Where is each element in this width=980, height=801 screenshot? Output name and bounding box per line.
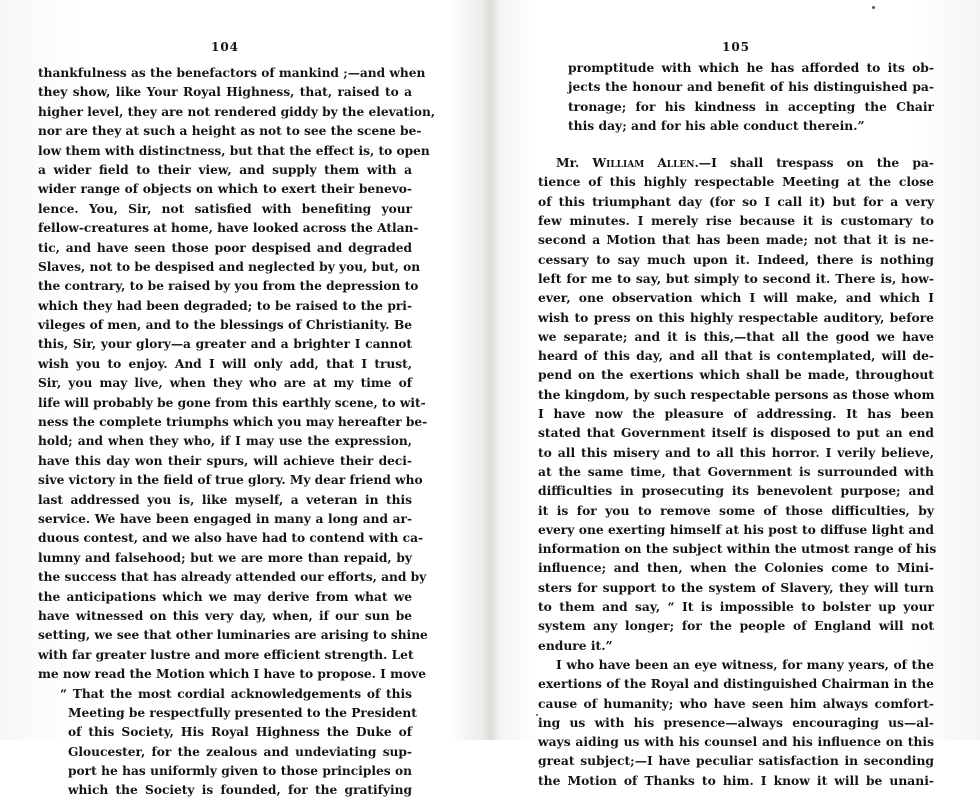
text-line: last addressed you is, like myself, a veteran in this xyxy=(38,492,412,507)
right-page xyxy=(538,0,937,788)
text-line: the success that has already attended our efforts, and by xyxy=(38,570,427,585)
text-line: the kingdom, by such respectable persons as those whom xyxy=(538,386,935,402)
text-line: system any longer; for the people of England will not xyxy=(538,618,934,634)
text-line: vileges of men, and to the blessings of Christianity. Be xyxy=(38,318,412,333)
text-line: great subject;—I have peculiar satisfaction in seconding xyxy=(538,753,934,769)
text-line: promptitude with which he has afforded to its ob- xyxy=(568,60,934,75)
text-line: which the Society is founded, for the gratifying xyxy=(68,783,412,798)
speaker-name: William Allen xyxy=(592,155,695,171)
text-line: few minutes. I merely rise because it is customary to xyxy=(538,213,934,229)
text-line: life will probably be gone from this earthly scene, to wit- xyxy=(38,395,426,410)
text-line: have witnessed on this very day, when, if our sun be xyxy=(38,608,412,623)
text-line: hold; and when they who, if I may use the expression, xyxy=(38,434,412,449)
speaker-text: .—I shall trespass on the pa- xyxy=(694,155,934,171)
text-line: Meeting be respectfully presented to the President xyxy=(68,705,417,720)
right-page-number: 105 xyxy=(721,40,751,54)
text-line: wish you to enjoy. And I will only add, that I trust, xyxy=(38,356,412,371)
text-line: endure it.” xyxy=(538,637,613,653)
text-line: of this Society, His Royal Highness the Duke of xyxy=(68,725,412,740)
text-line: exertions of the Royal and distinguished Chairman in the xyxy=(538,676,934,692)
speaker-prefix: Mr. xyxy=(556,155,593,171)
text-line: influence; and then, when the Colonies come to Mini- xyxy=(538,560,934,576)
text-line: this day; and for his able conduct therein.” xyxy=(568,117,865,133)
text-line: low them with distinctness, but that the effect is, to open xyxy=(38,143,430,158)
text-line: tronage; for his kindness in accepting the Chair xyxy=(568,98,934,114)
text-line: heard of this day, and all that is contemplated, will de- xyxy=(538,348,934,364)
text-line: fellow-creatures at home, have looked across the Atlan- xyxy=(38,221,419,236)
text-line: to them and say, “ It is impossible to bolster up your xyxy=(538,599,934,615)
text-line: with far greater lustre and more efficient strength. Let xyxy=(38,647,414,662)
text-line: wider range of objects on which to exert their benevo- xyxy=(38,182,412,197)
text-line: we separate; and it is this,—that all the good we have xyxy=(538,328,934,344)
text-line: left for me to say, but simply to second it. There is, how- xyxy=(538,270,934,286)
text-line: service. We have been engaged in many a long and ar- xyxy=(38,511,412,526)
text-line: they show, like Your Royal Highness, that, raised to a xyxy=(38,85,412,100)
text-line: at the same time, that Government is surrounded with xyxy=(538,463,934,479)
text-line: sive victory in the field of true glory. My dear friend who xyxy=(38,473,423,488)
scan-speck xyxy=(872,6,875,9)
text-line: of this triumphant day (for so I call it) but for a very xyxy=(538,193,934,209)
text-line: which they had been degraded; to be raised to the pri- xyxy=(38,298,412,313)
text-line: tic, and have seen those poor despised and degraded xyxy=(38,240,412,255)
text-line: nor are they at such a height as not to see the scene be- xyxy=(38,124,422,139)
text-line: ways aiding us with his counsel and his influence on this xyxy=(538,734,934,750)
text-line: it is for you to remove some of those difficulties, by xyxy=(538,502,934,518)
text-line: ever, one observation which I will make, and which I xyxy=(538,290,934,306)
text-line: the anticipations which we may derive from what we xyxy=(38,589,412,604)
text-line: pend on the exertions which shall be made, throughout xyxy=(538,367,934,383)
text-line: cessary to say much upon it. Indeed, there is nothing xyxy=(538,251,934,267)
text-line: difficulties in prosecuting its benevolent purpose; and xyxy=(538,483,934,499)
text-line: ness the complete triumphs which you may hereafter be- xyxy=(38,415,428,430)
left-page-text xyxy=(38,64,436,801)
text-line: sters for support to the system of Slavery, they will turn xyxy=(538,579,934,595)
book-gutter xyxy=(482,0,500,740)
text-line: port he has uniformly given to those principles on xyxy=(68,764,412,779)
text-line: second a Motion that has been made; not that it is ne- xyxy=(538,232,934,248)
text-line: me now read the Motion which I have to propose. I move xyxy=(38,667,426,682)
text-line: tience of this highly respectable Meeting at the close xyxy=(538,174,934,190)
text-line: Sir, you may live, when they who are at my time of xyxy=(38,376,412,391)
text-line: the Motion of Thanks to him. I know it will be unani- xyxy=(538,772,934,788)
left-page xyxy=(38,0,436,798)
left-page-number: 104 xyxy=(210,40,240,54)
right-page-text xyxy=(538,58,937,790)
text-line: lence. You, Sir, not satisfied with benefiting your xyxy=(38,201,412,216)
text-line: have this day won their spurs, will achieve their deci- xyxy=(38,453,412,468)
text-line: setting, we see that other luminaries are arising to shine xyxy=(38,628,428,643)
text-line: ing us with his presence—always encouraging us—al- xyxy=(538,714,934,730)
text-line: to all this misery and to all this horror. I verily believe, xyxy=(538,444,934,460)
text-line: Gloucester, for the zealous and undeviating sup- xyxy=(68,744,412,759)
text-line: information on the subject within the utmost range of his xyxy=(538,541,937,557)
text-line: I who have been an eye witness, for many years, of the xyxy=(556,656,934,672)
text-line: lumny and falsehood; but we are more than repaid, by xyxy=(38,550,412,565)
text-line: every one exerting himself at his post to diffuse light and xyxy=(538,521,934,537)
text-line: a wider field to their view, and supply them with a xyxy=(38,162,412,177)
text-line: jects the honour and benefit of his distinguished pa- xyxy=(568,79,934,95)
text-line: Slaves, not to be despised and neglected by you, but, on xyxy=(38,259,421,274)
scan-speck xyxy=(536,714,538,716)
text-line: “ That the most cordial acknowledgements of this xyxy=(60,686,412,701)
text-line: stated that Government itself is disposed to put an end xyxy=(538,425,934,441)
text-line: thankfulness as the benefactors of mankind ;—and when xyxy=(38,66,426,80)
text-line: higher level, they are not rendered giddy by the elevation, xyxy=(38,104,436,119)
text-line: duous contest, and we also have had to contend with ca- xyxy=(38,531,424,546)
text-line: this, Sir, your glory—a greater and a brighter I cannot xyxy=(38,337,412,352)
speaker-line xyxy=(538,153,934,172)
text-line: I have now the pleasure of addressing. It has been xyxy=(538,406,934,422)
text-line: the contrary, to be raised by you from the depression to xyxy=(38,279,419,294)
text-line: wish to press on this highly respectable auditory, before xyxy=(538,309,934,325)
text-line: cause of humanity; who have seen him always comfort- xyxy=(538,695,934,711)
